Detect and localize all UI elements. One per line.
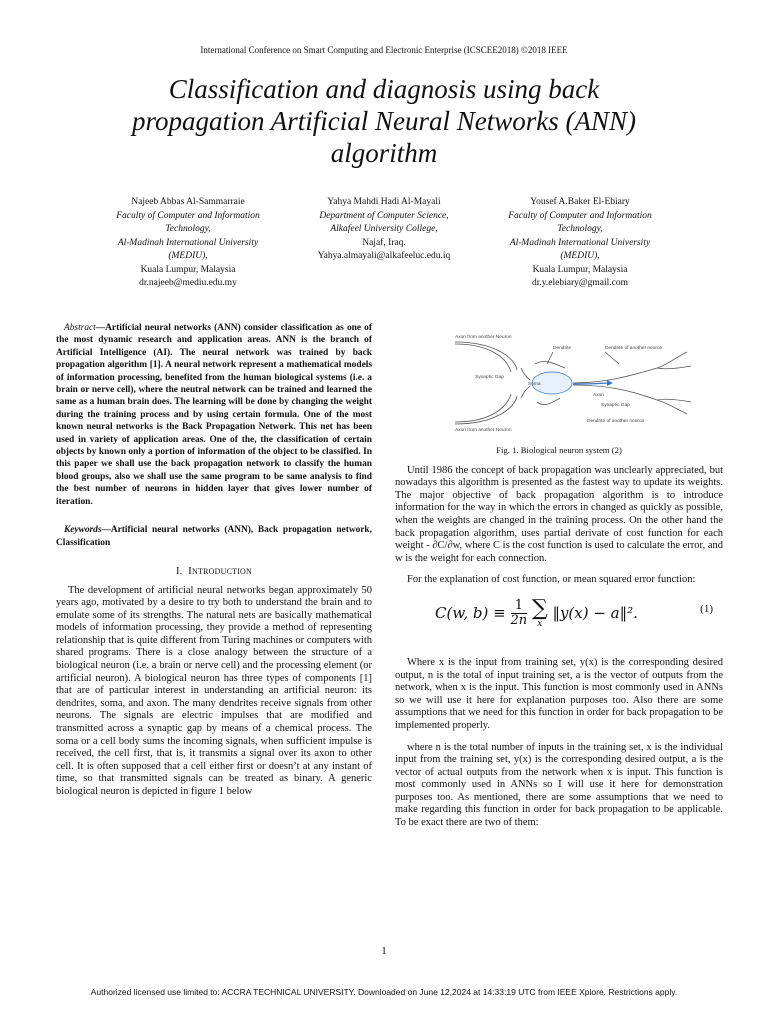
keywords-text: Artificial neural networks (ANN), Back propagation network, Classification xyxy=(56,525,372,548)
label-synaptic-gap-right: Synaptic Gap xyxy=(601,403,630,408)
author-institution: Al-Madinah International University xyxy=(117,237,259,248)
keywords-dash: — xyxy=(101,525,111,536)
author-institution: Alkafeel University College, xyxy=(330,224,438,234)
abstract-label: Abstract xyxy=(64,323,96,333)
paragraph-backprop-history: Until 1986 the concept of back propagation was unclearly appreciated, but nowadays this algorithm is presented as the fastest way to update its weights. The major objective of back propagation algorithm is to introduce information for the way in which the errors in changed as quickly as possible, when the weights are changed in the training process. On the other hand the back propagation algorithm, uses partial derivate of cost function for each weight - ∂C/∂w, where C is the cost function is used to calculate the error, and w is the weight for each connection. xyxy=(395,464,723,564)
author-name: Yahya Mahdi Hadi Al-Mayali xyxy=(327,197,441,207)
author-department: Department of Computer Science, xyxy=(319,210,449,221)
keywords-label: Keywords xyxy=(64,525,102,536)
equation-fraction xyxy=(511,599,528,628)
keywords xyxy=(56,524,372,549)
label-dendrite: Dendrite xyxy=(553,346,572,351)
title-line-3: algorithm xyxy=(330,138,438,168)
section-heading-introduction xyxy=(56,565,372,579)
author-email[interactable]: dr.najeeb@mediu.edu.my xyxy=(139,278,237,288)
label-dendrite-other-bottom: Dendrite of another neuron xyxy=(587,419,645,424)
label-axon: Axon xyxy=(593,393,604,398)
author-name: Yousef A.Baker El-Ebiary xyxy=(530,197,630,207)
equation-rhs: ‖y(x) − a‖². xyxy=(552,603,638,622)
equation-body xyxy=(435,595,638,629)
author-email[interactable]: Yahya.almayali@alkafeeluc.edu.iq xyxy=(317,251,451,261)
section-title: Introduction xyxy=(188,564,253,577)
equation-number: (1) xyxy=(700,602,713,615)
left-column xyxy=(56,322,372,799)
title-line-1: Classification and diagnosis using back xyxy=(168,74,600,104)
axon-bottom-path xyxy=(455,396,517,424)
paragraph-cost-function-intro: For the explanation of cost function, or mean squared error function: xyxy=(407,574,696,586)
paragraph-assumptions: where n is the total number of inputs in the training set, x is the individual input from the training set, y(x) is the corresponding desired output, a is the vector of actual outputs from the network when x is input. This function is most commonly used in ANNs so I will use it here for demonstration purposes too. As mentioned, there are some assumptions that we need to make regarding this function in order for back propagation to be applicable. To be exact there are two of them: xyxy=(395,741,723,829)
author-block-3 xyxy=(480,196,680,291)
fraction-numerator: 1 xyxy=(511,599,528,614)
summation xyxy=(531,595,548,629)
label-soma: Soma xyxy=(528,382,541,387)
right-column xyxy=(395,328,723,830)
author-city: Kuala Lumpur, Malaysia xyxy=(140,264,236,275)
author-department: Technology, xyxy=(557,224,603,234)
author-institution: (MEDIU), xyxy=(560,251,600,261)
equation-lhs: C(w, b) ≡ xyxy=(435,603,506,622)
axon-path xyxy=(573,368,657,383)
figure-caption: Fig. 1. Biological neuron system (2) xyxy=(496,445,622,455)
fraction-denominator: 2n xyxy=(510,613,528,629)
label-synaptic-gap-left: Synaptic Gap xyxy=(475,375,504,380)
abstract xyxy=(56,322,372,508)
author-name: Najeeb Abbas Al-Sammarraie xyxy=(131,197,245,207)
paper-title xyxy=(60,73,708,169)
author-city: Kuala Lumpur, Malaysia xyxy=(532,264,628,275)
conference-header: International Conference on Smart Computing and Electronic Enterprise (ICSCEE2018) ©2018 IEEE xyxy=(200,45,568,55)
paragraph-definitions: Where x is the input from training set, y(x) is the corresponding desired output, n is the total of input training set, a is the vector of outputs from the network, when x is the input. This function is most commonly used in ANNs so we will use it here for explanation purposes too. Also there are some assumptions that we need for this function in order for back propagation to be implemented properly. xyxy=(395,656,723,731)
author-city: Najaf, Iraq. xyxy=(362,237,406,248)
sigma-symbol: ∑ xyxy=(531,595,548,621)
neuron-diagram xyxy=(395,328,723,438)
author-block-2 xyxy=(284,196,484,264)
author-email[interactable]: dr.y.elebiary@gmail.com xyxy=(532,278,628,288)
section-numeral: I. xyxy=(175,565,183,577)
intro-paragraph: The development of artificial neural networks began approximately 50 years ago, motivated by a desire to try both to understand the brain and to emulate some of its strengths. The natural nets are basically mathematical models of information processing, they provide a method of representing relationship that is quite different from Turing machines or computers with shared programs. There is a close analogy between the structure of a biological neuron (i.e. a brain or nerve cell) and the processing element (or artificial neuron). A biological neuron has three types of components [1] that are of particular interest in understanding an artificial neuron: its dendrites, soma, and axon. The many dendrites receive signals from other neurons. The signals are electric impulses that are modified and transmitted across a synaptic gap by means of a chemical process. The soma or a cell body sums the incoming signals, when sufficient impulse is received, the cell first, that is, it transmits a signal over its axon to other cell. It is often supposed that a cell either first or doesn’t at any instant of time, so that transmitted signals can be treated as binary. A generic biological neuron is depicted in figure 1 below xyxy=(56,584,372,797)
title-line-2: propagation Artificial Neural Networks (ANN) xyxy=(131,106,636,136)
page-number: 1 xyxy=(381,945,387,957)
abstract-dash: — xyxy=(95,323,106,333)
figure-biological-neuron xyxy=(395,328,723,438)
author-department: Faculty of Computer and Information xyxy=(508,210,652,221)
label-axon-top: Axon from another Neuron xyxy=(455,335,512,340)
axon-top-path xyxy=(455,342,517,370)
author-block-1 xyxy=(88,196,288,291)
sum-subscript: x xyxy=(537,618,543,629)
equation-1 xyxy=(395,589,723,647)
license-footer: Authorized licensed use limited to: ACCRA TECHNICAL UNIVERSITY. Downloaded on June 12,2024 at 14:33:19 UTC from IEEE Xplore. Restrictions apply. xyxy=(90,987,678,997)
author-department: Technology, xyxy=(165,224,211,234)
label-dendrite-other: Dendrite of another neuron xyxy=(605,346,663,351)
author-department: Faculty of Computer and Information xyxy=(116,210,260,221)
abstract-text: Artificial neural networks (ANN) consider classification as one of the most dynamic research and application areas. ANN is the branch of Artificial Intelligence (AI). The neural network was trained by back propagation algorithm [1]. A neural network represent a mathematical models of information processing, benefited from the human biological systems (i.e. a brain or nerve cell), where the neutral network can be trained and learned the same as a human brain does. The learning will be done by changing the weight during the training process and by using certain formula. One of the most known neural networks is the Back Propagation Network. This net has been used in variety of application areas. One of the, the classification of certain objects by known only a portion of information of the object to be classified. In this paper we shall use the back propagation network to classify the human blood groups, also we shall use the same program to be same analysis to find the best number of neurons in hidden layer that gives lower number of iteration. xyxy=(56,323,372,507)
label-axon-bottom: Axon from another Neuron xyxy=(455,428,512,433)
author-institution: (MEDIU), xyxy=(168,251,208,261)
author-institution: Al-Madinah International University xyxy=(509,237,651,248)
